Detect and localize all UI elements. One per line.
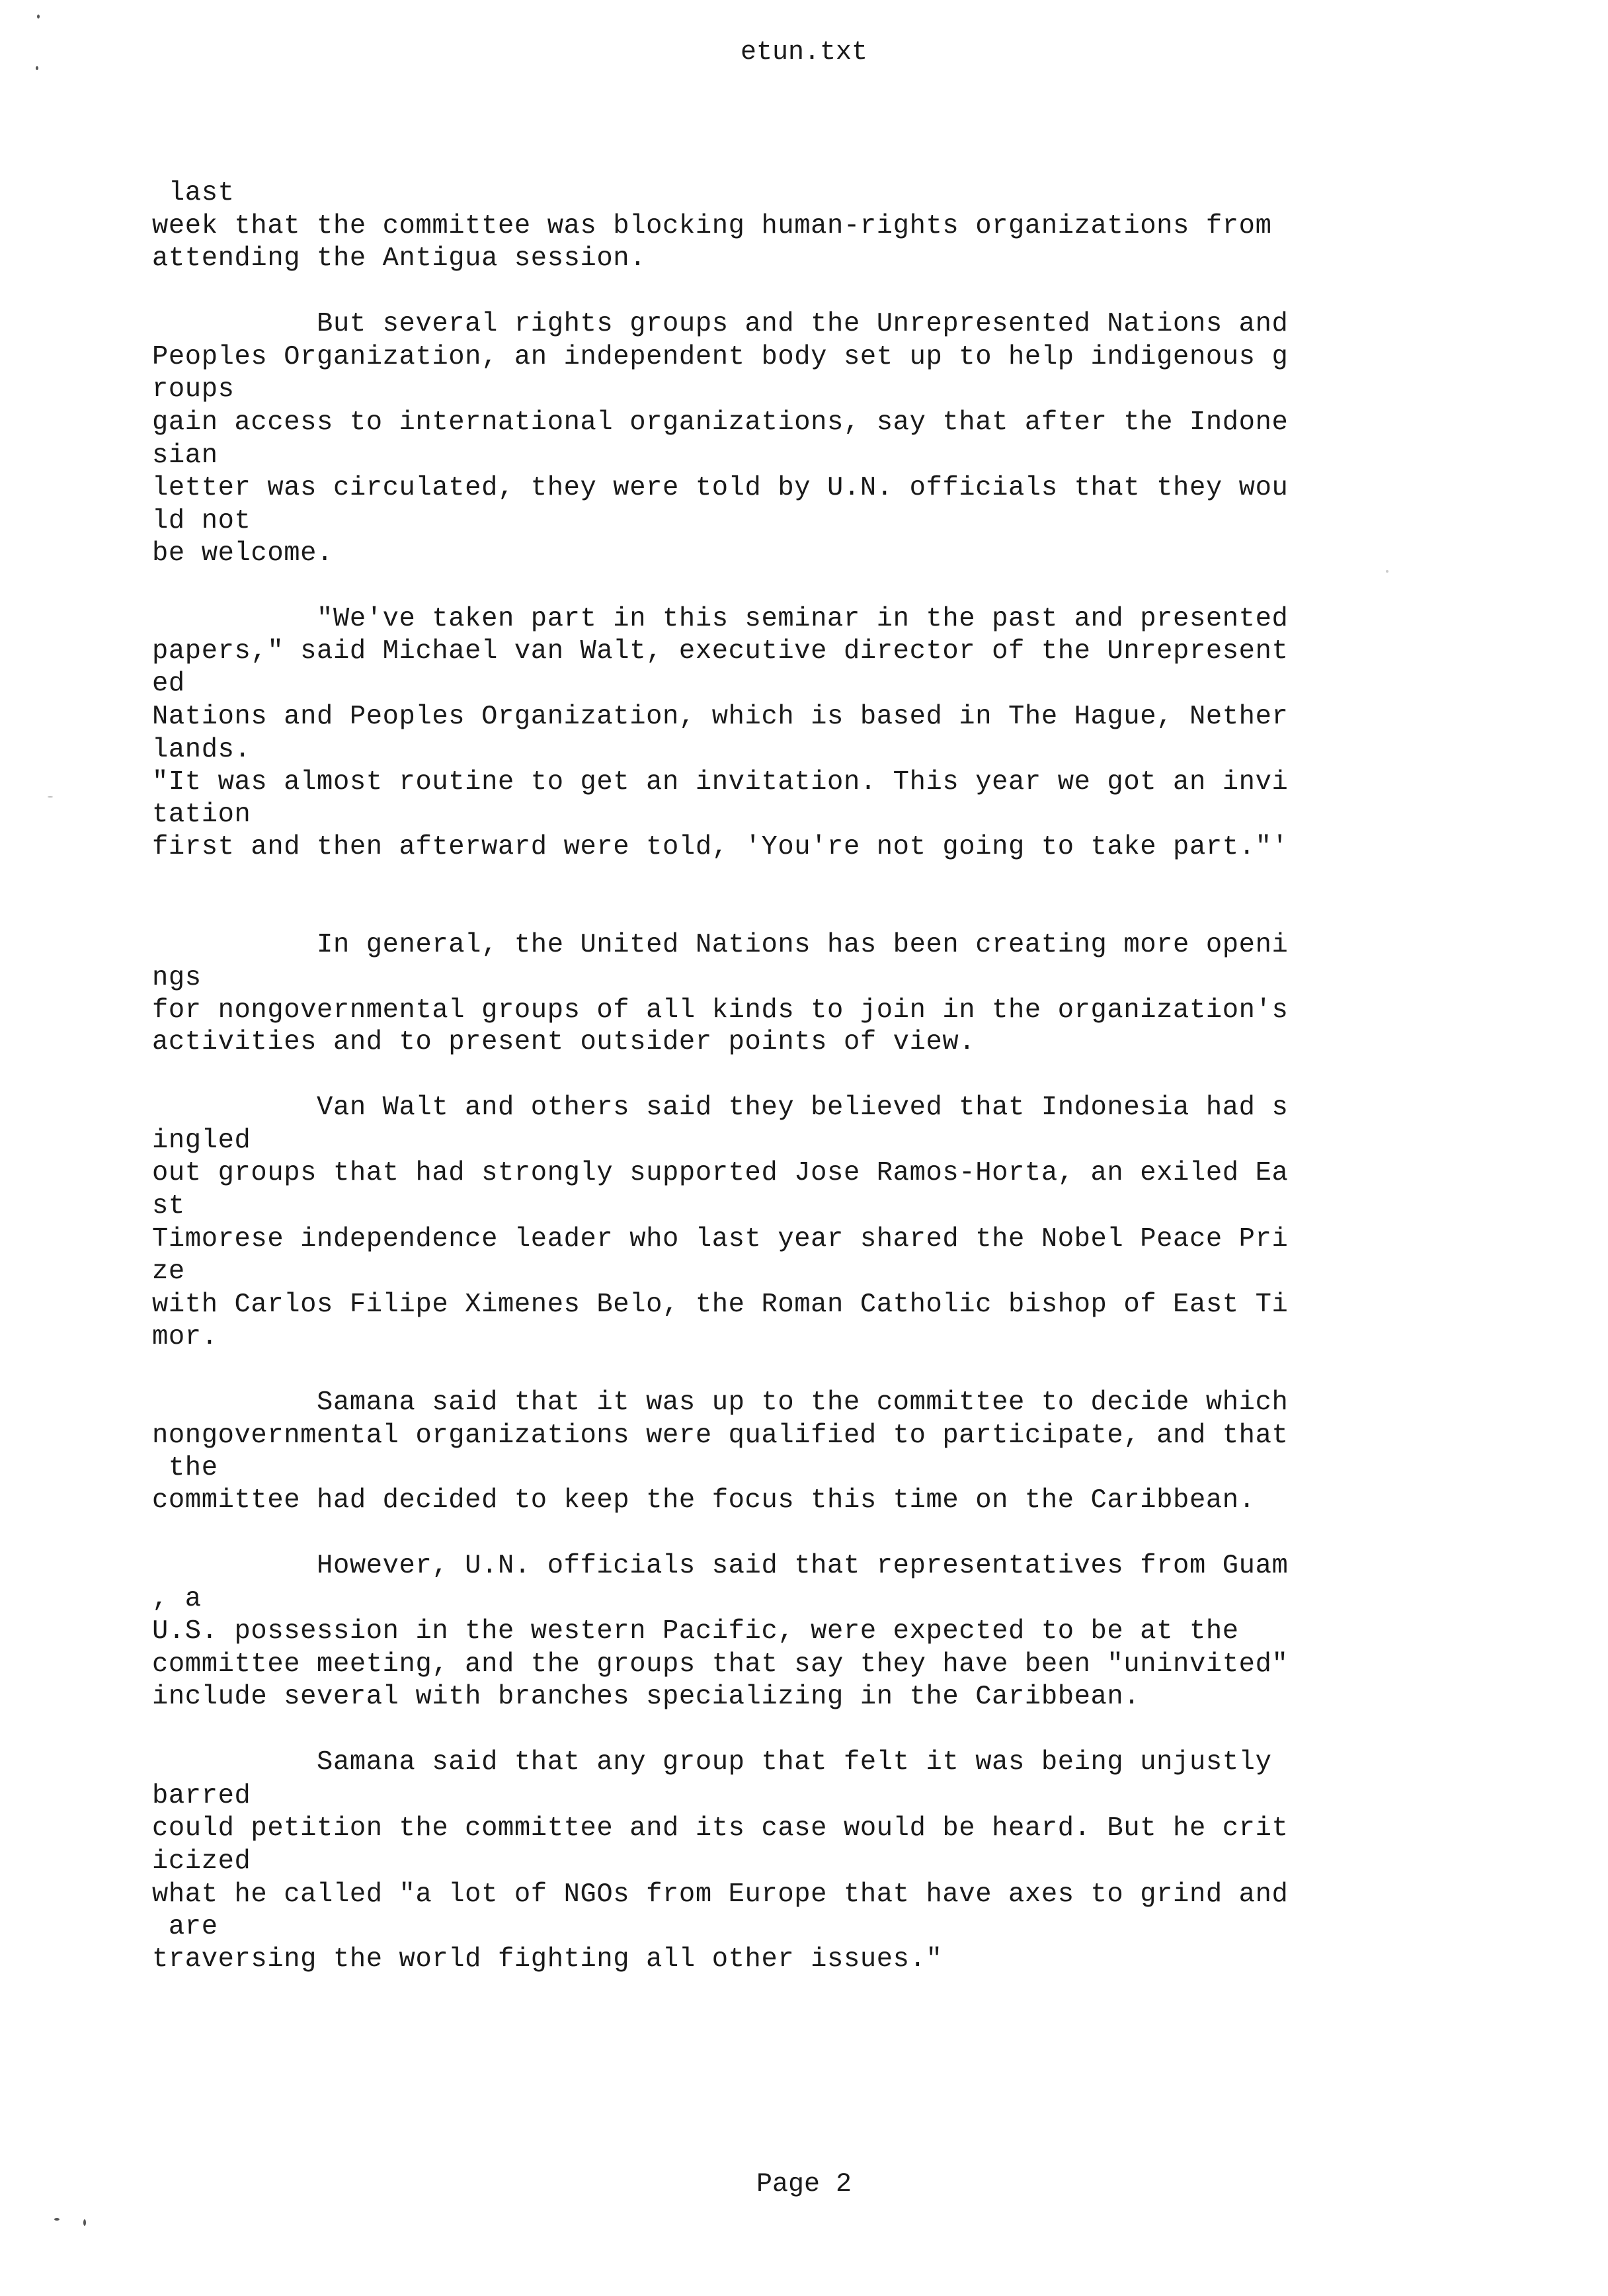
- text-line: last: [152, 178, 235, 208]
- text-line: include several with branches specializing in the Caribbean.: [152, 1682, 1141, 1712]
- text-line: "It was almost routine to get an invitation. This year we got an invi: [152, 767, 1289, 798]
- text-line: icized: [152, 1846, 251, 1877]
- scan-speck: [48, 796, 53, 798]
- text-line: papers," said Michael van Walt, executive director of the Unrepresent: [152, 636, 1289, 667]
- text-line: could petition the committee and its case would be heard. But he crit: [152, 1813, 1289, 1844]
- text-line: first and then afterward were told, 'You're not going to take part."': [152, 832, 1289, 862]
- text-line: st: [152, 1191, 185, 1221]
- text-line: with Carlos Filipe Ximenes Belo, the Roman Catholic bishop of East Ti: [152, 1290, 1289, 1320]
- text-line: committee meeting, and the groups that say they have been "uninvited": [152, 1649, 1289, 1680]
- text-line: week that the committee was blocking human-rights organizations from: [152, 211, 1272, 241]
- text-line: for nongovernmental groups of all kinds to join in the organization's: [152, 995, 1289, 1026]
- text-line: , a: [152, 1584, 202, 1614]
- text-line: ingled: [152, 1126, 251, 1156]
- text-line: mor.: [152, 1322, 218, 1352]
- text-line: barred: [152, 1781, 251, 1811]
- scan-speck: [83, 2219, 86, 2226]
- text-line: the: [152, 1453, 218, 1483]
- text-line: tation: [152, 800, 251, 830]
- text-line: be welcome.: [152, 538, 333, 569]
- text-line: U.S. possession in the western Pacific, were expected to be at the: [152, 1616, 1239, 1647]
- text-line: what he called "a lot of NGOs from Europe that have axes to grind and: [152, 1879, 1289, 1910]
- text-line: However, U.N. officials said that representatives from Guam: [152, 1551, 1289, 1581]
- text-line: In general, the United Nations has been creating more openi: [152, 930, 1289, 960]
- text-line: ed: [152, 669, 185, 699]
- text-line: attending the Antigua session.: [152, 243, 647, 274]
- scan-speck: [37, 15, 40, 19]
- text-line: are: [152, 1912, 218, 1942]
- text-line: sian: [152, 440, 218, 471]
- text-line: ze: [152, 1256, 185, 1287]
- text-line: Samana said that any group that felt it was being unjustly: [152, 1747, 1272, 1778]
- text-line: Peoples Organization, an independent body set up to help indigenous g: [152, 342, 1289, 372]
- text-line: roups: [152, 374, 235, 405]
- text-line: out groups that had strongly supported Jose Ramos-Horta, an exiled Ea: [152, 1158, 1289, 1188]
- text-line: But several rights groups and the Unrepresented Nations and: [152, 309, 1289, 339]
- text-line: ld not: [152, 506, 251, 536]
- text-line: Timorese independence leader who last year shared the Nobel Peace Pri: [152, 1224, 1289, 1254]
- text-line: committee had decided to keep the focus this time on the Caribbean.: [152, 1485, 1256, 1516]
- text-line: lands.: [152, 735, 251, 765]
- document-body: [152, 0, 1474, 2116]
- text-line: Samana said that it was up to the committee to decide which: [152, 1387, 1289, 1418]
- text-line: Nations and Peoples Organization, which is based in The Hague, Nether: [152, 702, 1289, 732]
- text-line: gain access to international organizations, say that after the Indone: [152, 407, 1289, 438]
- text-line: nongovernmental organizations were qualified to participate, and that: [152, 1420, 1289, 1451]
- text-line: "We've taken part in this seminar in the past and presented: [152, 604, 1289, 634]
- text-line: ngs: [152, 963, 202, 993]
- text-line: Van Walt and others said they believed that Indonesia had s: [152, 1092, 1289, 1123]
- scan-speck: [1386, 570, 1388, 573]
- page-number-footer: Page 2: [756, 2170, 852, 2199]
- text-line: traversing the world fighting all other issues.": [152, 1944, 943, 1975]
- scan-speck: [36, 66, 38, 70]
- text-line: activities and to present outsider points of view.: [152, 1027, 976, 1057]
- scan-speck: [54, 2218, 60, 2221]
- text-line: letter was circulated, they were told by U.N. officials that they wou: [152, 473, 1289, 503]
- file-name-header: etun.txt: [740, 38, 868, 67]
